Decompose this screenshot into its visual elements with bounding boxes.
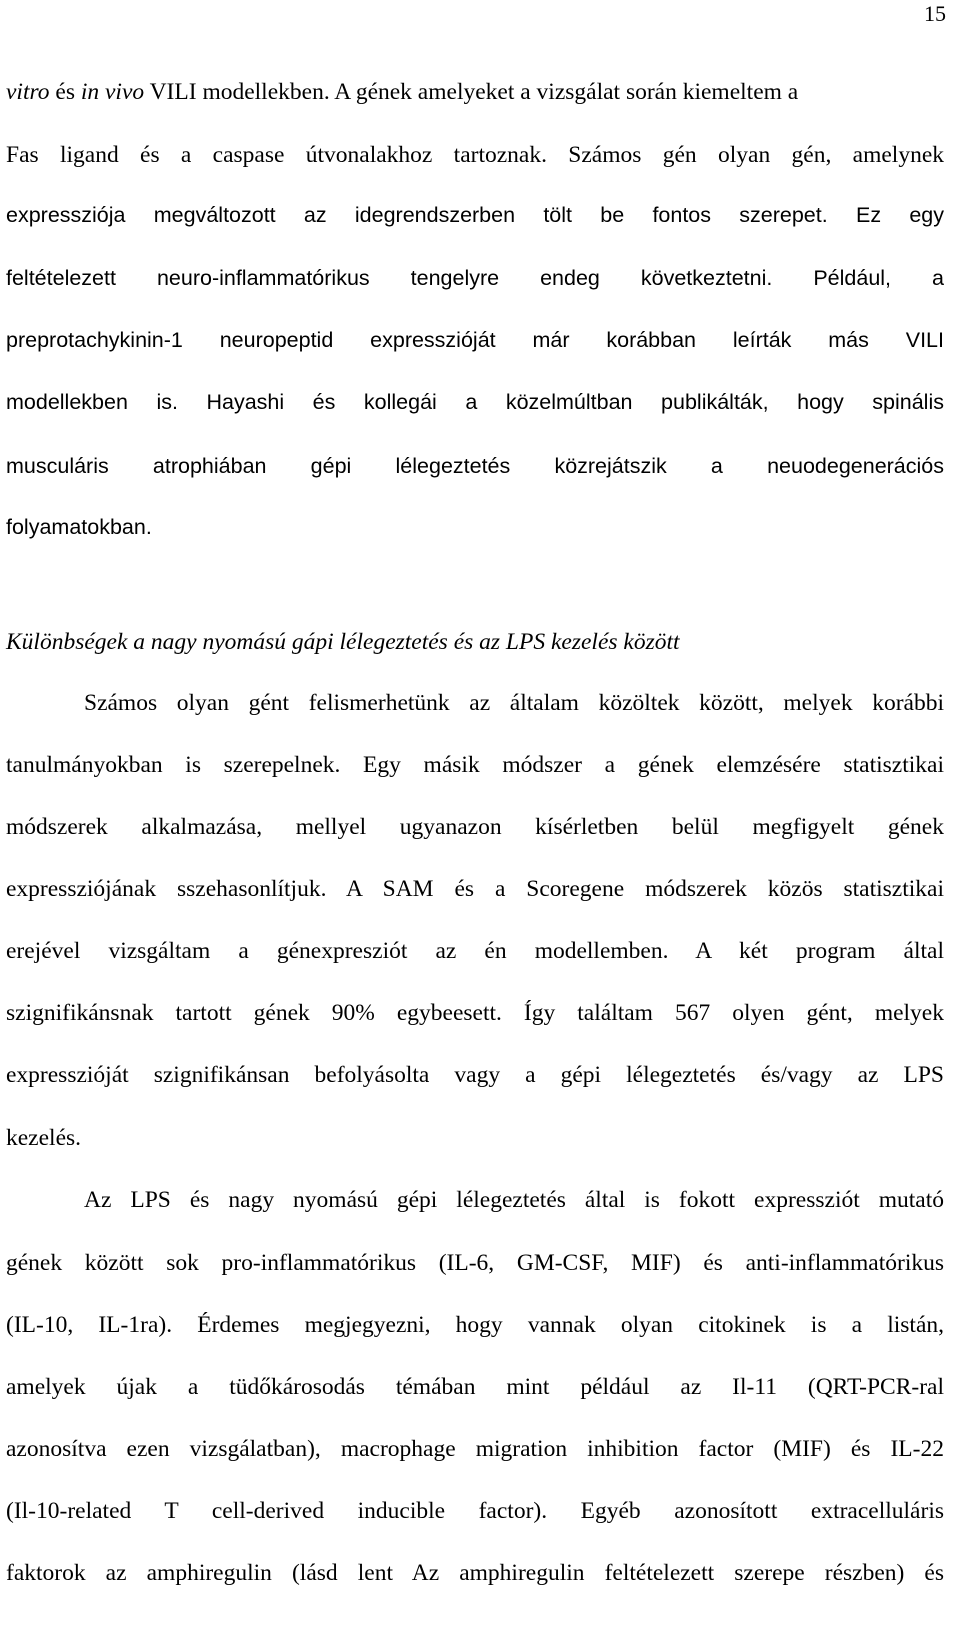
paragraph-line: (IL-10, IL-1ra). Érdemes megjegyezni, hogy vannak olyan citokinek is a listán, <box>6 1312 944 1338</box>
paragraph-line: kezelés. <box>6 1125 82 1151</box>
paragraph-line: modellekben is. Hayashi és kollegái a közelmúltban publikálták, hogy spinális <box>6 390 944 414</box>
paragraph-line: szignifikánsnak tartott gének 90% egybeesett. Így találtam 567 olyen gént, melyek <box>6 1000 944 1026</box>
paragraph-line: folyamatokban. <box>6 515 152 539</box>
paragraph-line: Fas ligand és a caspase útvonalakhoz tartoznak. Számos gén olyan gén, amelynek <box>6 142 944 168</box>
paragraph-line: azonosítva ezen vizsgálatban), macrophage migration inhibition factor (MIF) és IL-22 <box>6 1436 944 1462</box>
paragraph-line: Az LPS és nagy nyomású gépi lélegeztetés által is fokott expressziót mutató <box>84 1187 944 1213</box>
paragraph-line: amelyek újak a tüdőkárosodás témában mint például az Il-11 (QRT-PCR-ral <box>6 1374 944 1400</box>
paragraph-line: preprotachykinin-1 neuropeptid expresszióját már korábban leírták más VILI <box>6 328 944 352</box>
section-heading: Különbségek a nagy nyomású gápi lélegeztetés és az LPS kezelés között <box>6 629 680 655</box>
paragraph-line: Számos olyan gént felismerhetünk az általam közöltek között, melyek korábbi <box>84 690 944 716</box>
paragraph-line: expressziója megváltozott az idegrendszerben tölt be fontos szerepet. Ez egy <box>6 203 944 227</box>
paragraph-line: vitro és in vivo VILI modellekben. A gének amelyeket a vizsgálat során kiemeltem a <box>6 79 799 105</box>
paragraph-line: erejével vizsgáltam a génexpresziót az én modellemben. A két program által <box>6 938 944 964</box>
paragraph-line: feltételezett neuro-inflammatórikus tengelyre endeg következtetni. Például, a <box>6 266 944 290</box>
paragraph-line: gének között sok pro-inflammatórikus (IL-6, GM-CSF, MIF) és anti-inflammatórikus <box>6 1250 944 1276</box>
paragraph-line: tanulmányokban is szerepelnek. Egy másik módszer a gének elemzésére statisztikai <box>6 752 944 778</box>
paragraph-line: musculáris atrophiában gépi lélegeztetés közrejátszik a neuodegenerációs <box>6 454 944 478</box>
paragraph-line: expresszióját szignifikánsan befolyásolta vagy a gépi lélegeztetés és/vagy az LPS <box>6 1062 944 1088</box>
paragraph-line: expressziójának sszehasonlítjuk. A SAM és a Scoregene módszerek közös statisztikai <box>6 876 944 902</box>
page-number: 15 <box>924 1 946 26</box>
paragraph-line: faktorok az amphiregulin (lásd lent Az amphiregulin feltételezett szerepe részben) és <box>6 1560 944 1586</box>
paragraph-line: módszerek alkalmazása, mellyel ugyanazon kísérletben belül megfigyelt gének <box>6 814 944 840</box>
paragraph-line: (Il-10-related T cell-derived inducible factor). Egyéb azonosított extracelluláris <box>6 1498 944 1524</box>
